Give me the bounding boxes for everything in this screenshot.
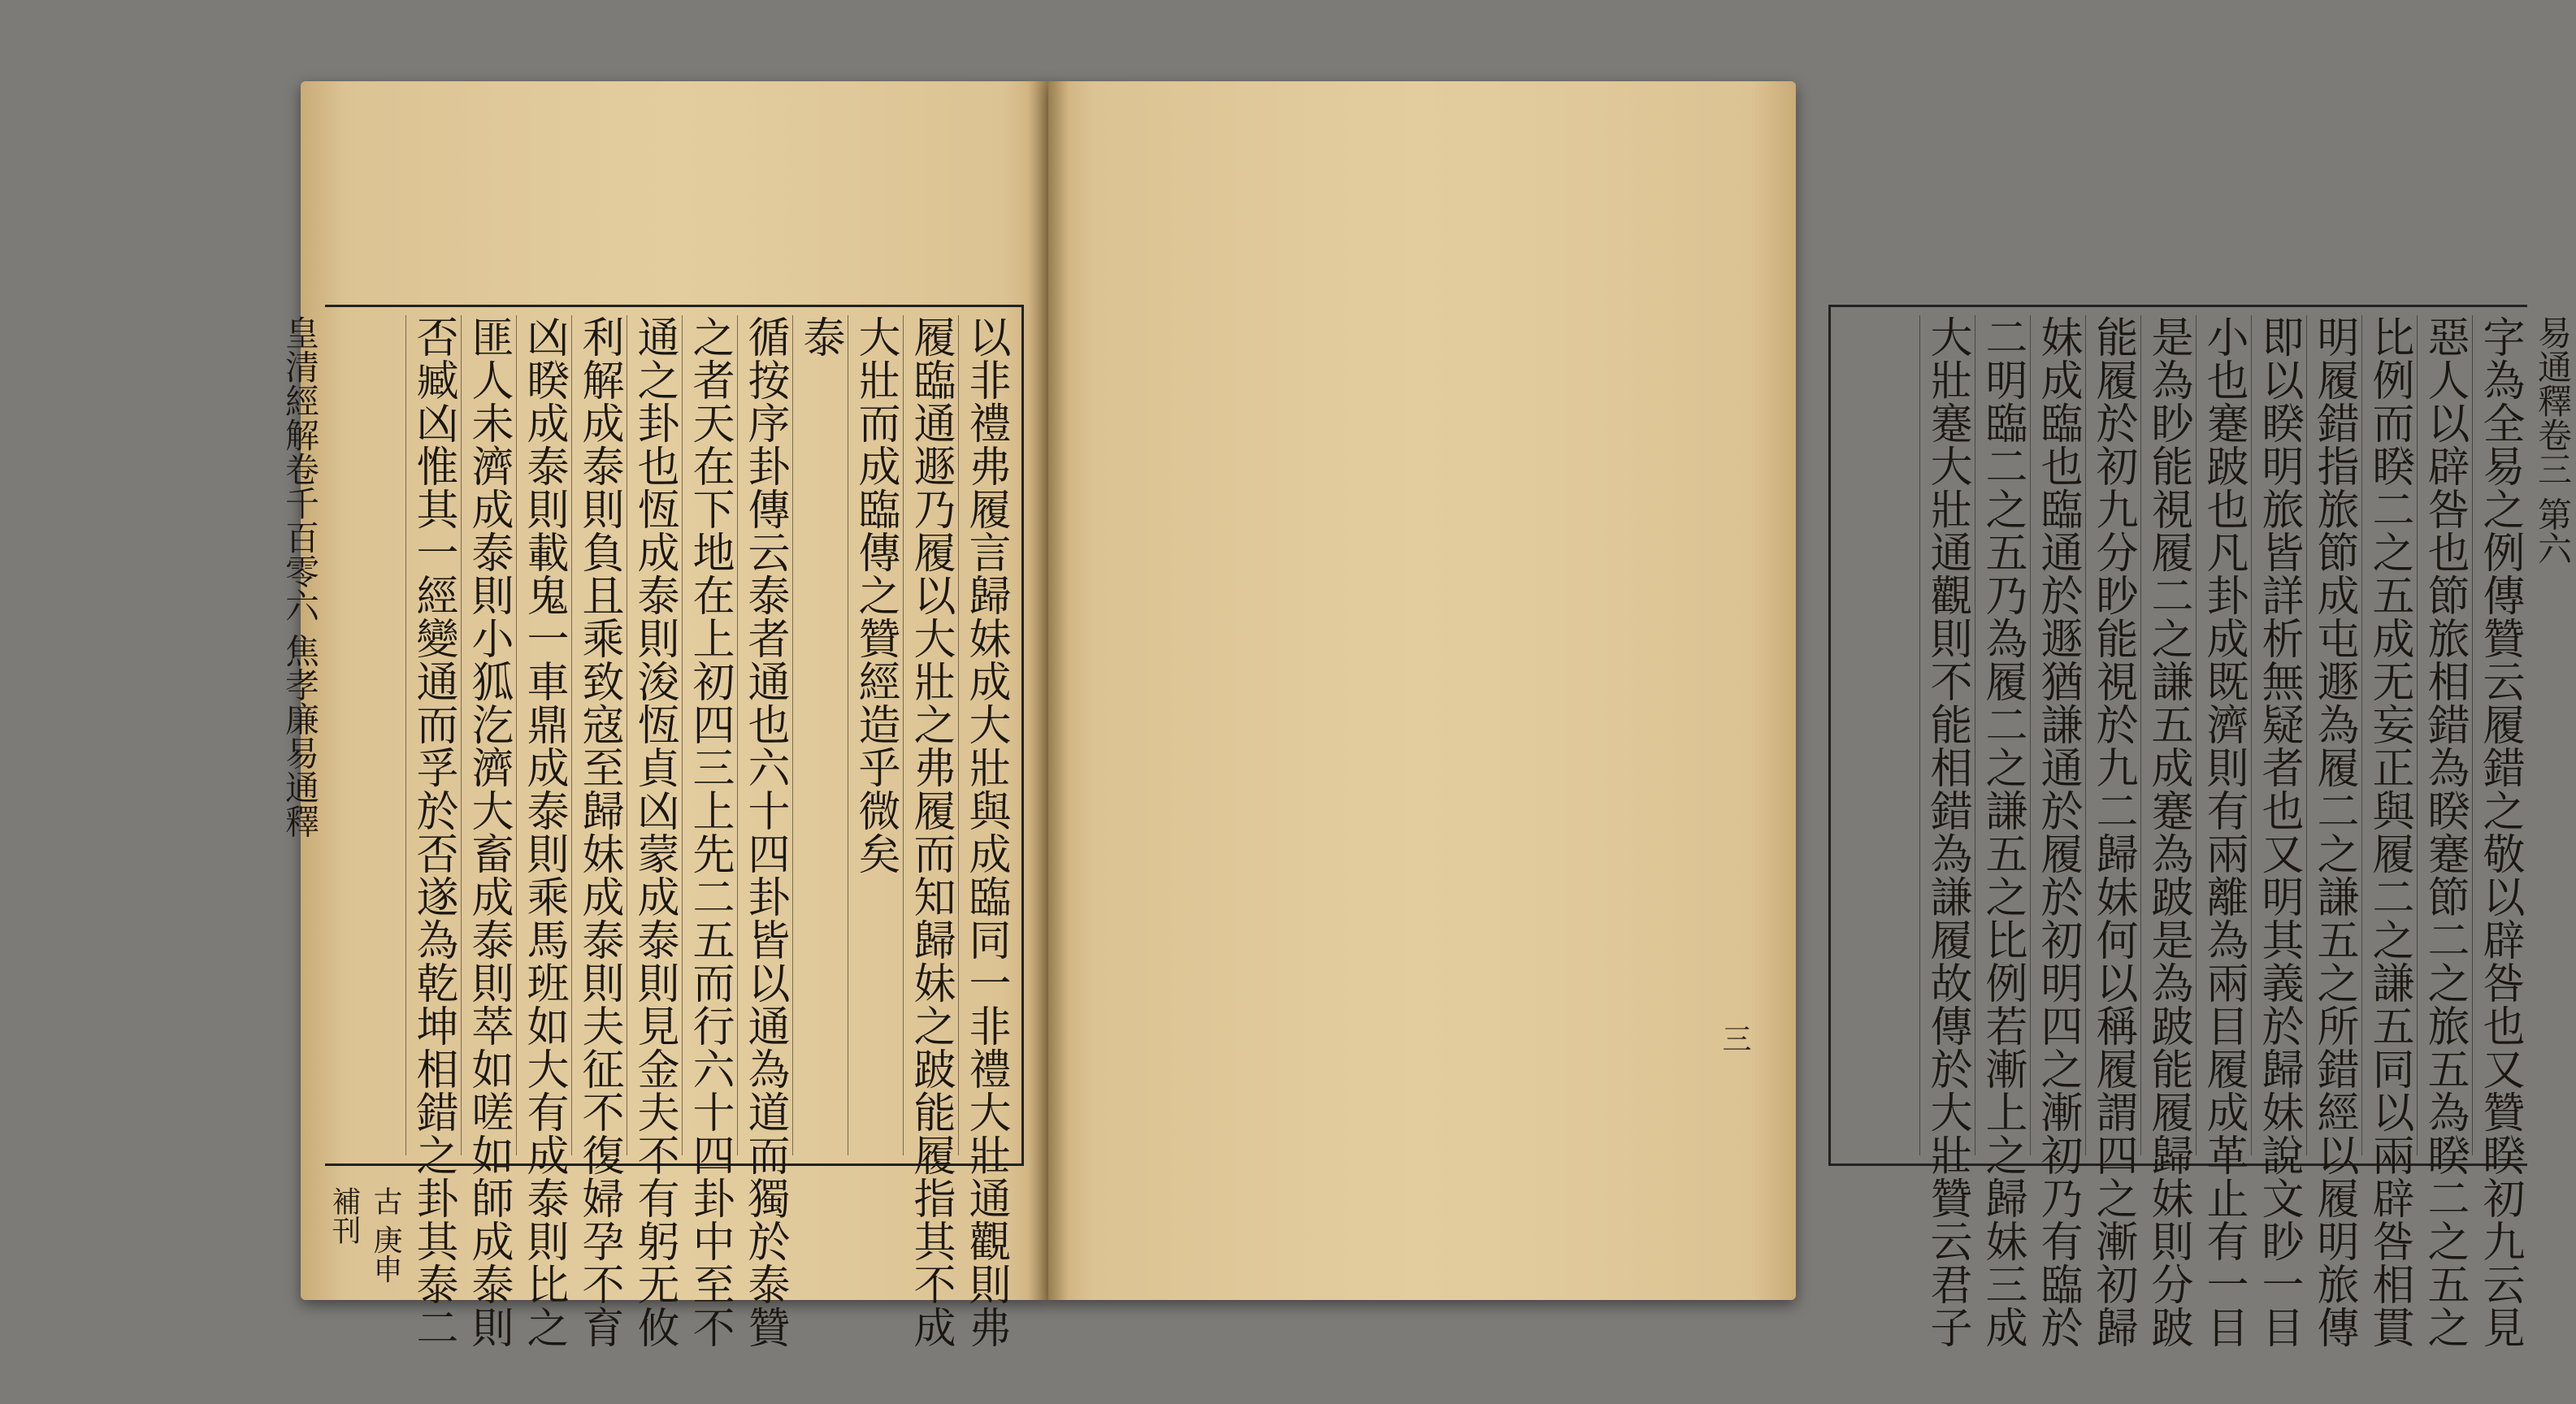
left_page-column: 履臨通遯乃履以大壯之弗履而知歸妹之跛能履指其不成	[903, 315, 958, 1155]
right_page-column: 比例而睽二之五成无妄正與履二之謙五同以兩辟咎相貫	[2361, 315, 2417, 1155]
right_page-column: 妹成臨也臨通於遯猶謙通於履於初明四之漸初乃有臨於	[2030, 315, 2085, 1155]
left_page-column: 以非禮弗履言歸妹成大壯與成臨同一非禮大壯通觀則弗	[958, 315, 1013, 1155]
right_page-column: 大壯蹇大壯通觀則不能相錯為謙履故傳於大壯贊云君子	[1919, 315, 1975, 1155]
left_page-column: 大壯而成臨傳之贊經造乎微矣	[848, 315, 903, 1155]
right_page-column: 惡人以辟咎也節旅相錯為睽蹇節二之旅五為睽二之五之	[2417, 315, 2472, 1155]
right_page-column: 字為全易之例傳贊云履錯之敬以辟咎也又贊睽初九云見	[2472, 315, 2527, 1155]
left_page-column: 凶睽成泰則載鬼一車鼎成泰則乘馬班如大有成泰則比之	[516, 315, 571, 1155]
left_page-column: 利解成泰則負且乘致寇至歸妹成泰則夫征不復婦孕不育	[571, 315, 627, 1155]
left-page	[280, 81, 1048, 1349]
right_page-column: 明履錯指旅節成屯遯為履二之謙五之所錯經以履明旅傳	[2306, 315, 2361, 1155]
book-gutter	[1028, 81, 1069, 1300]
open-book	[280, 81, 2573, 1349]
left_page-column: 通之卦也恆成泰則浚恆貞凶蒙成泰則見金夫不有躬无攸	[627, 315, 682, 1155]
left_page-column: 循按序卦傳云泰者通也六十四卦皆以通為道而獨於泰贊	[737, 315, 792, 1155]
left-page-bottom-note: 古 庚申補刊	[327, 1186, 402, 1284]
left_page-column: 之者天在下地在上初四三上先二五而行六十四卦中至不	[682, 315, 737, 1155]
left-page-margin-title: 皇清經解卷千百零六 焦孝廉易通釋	[280, 315, 320, 838]
left_page-column: 否臧凶惟其一經變通而孚於否遂為乾坤相錯之卦其泰二	[405, 315, 461, 1155]
left_page-column: 泰	[792, 315, 848, 1155]
right-page-frame	[1828, 305, 2573, 1349]
right-page-text	[1839, 315, 2527, 1349]
right_page-column: 能履於初九分眇能視於九二歸妹何以稱履謂四之漸初歸	[2085, 315, 2140, 1155]
right_page-column: 小也蹇跛也凡卦成既濟則有兩離為兩目履成革止有一目	[2196, 315, 2251, 1155]
right-page	[1048, 81, 2573, 1349]
left_page-column: 匪人未濟成泰則小狐汔濟大畜成泰則萃如嗟如師成泰則	[461, 315, 516, 1155]
right-page-number: 三	[1718, 1024, 1751, 1053]
right_page-column: 是為眇能視履二之謙五成蹇為跛是為跛能履歸妹則分跛	[2140, 315, 2196, 1155]
right_page-column: 即以睽明旅皆詳析無疑者也又明其義於歸妹說文眇一目	[2251, 315, 2306, 1155]
right_page-column: 二明臨二之五乃為履二之謙五之比例若漸上之歸妹三成	[1975, 315, 2030, 1155]
right-page-margin-title: 易通釋卷三 第六	[2533, 315, 2573, 566]
